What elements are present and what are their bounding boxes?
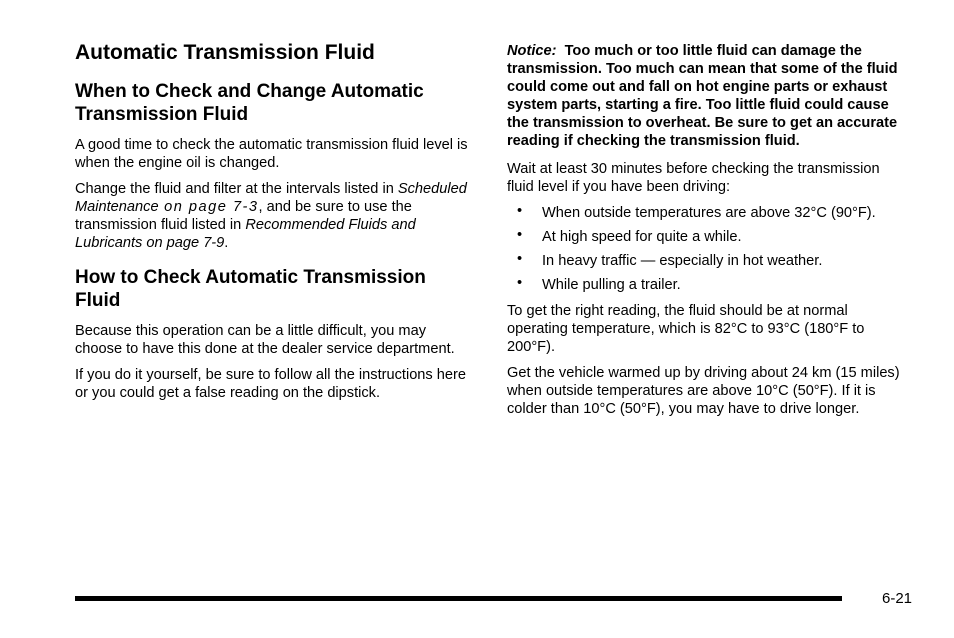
right-column [507,42,907,426]
paragraph-change-fluid [75,180,475,252]
list-item [507,204,907,222]
bullet-icon: • [517,203,523,219]
driving-conditions-list [507,204,907,294]
notice-block [507,42,907,150]
list-item [507,276,907,294]
paragraph-right-reading: To get the right reading, the fluid should be at normal operating temperature, which is 82°C to 93°C (180°F to 200°F). [507,303,865,355]
list-item-text: While pulling a trailer. [542,277,681,293]
paragraph-wait: Wait at least 30 minutes before checking the transmission fluid level if you have been driving: [507,161,880,195]
bullet-icon: • [517,251,523,267]
heading-when-to-check: When to Check and Change Automatic Transmission Fluid [75,81,424,125]
notice-text: Too much or too little fluid can damage the transmission. Too much can mean that some of the fluid could come out and fall on hot engine parts or exhaust system parts, starting a fire. Too little fluid could cause the transmission to overheat. Be sure to get an accurate reading if checking the transmission fluid. [507,43,898,149]
ref-recommended-fluids[interactable]: Recommended Fluids and Lubricants on page 7-9 [75,217,416,251]
list-item-text: When outside temperatures are above 32°C (90°F). [542,205,876,221]
paragraph-warm-up: Get the vehicle warmed up by driving about 24 km (15 miles) when outside temperatures are above 10°C (50°F). If it is colder than 10°C (50°F), you may have to drive longer. [507,365,900,417]
paragraph-good-time: A good time to check the automatic transmission fluid level is when the engine oil is changed. [75,137,468,171]
page-number: 6-21 [882,590,913,607]
bullet-icon: • [517,227,523,243]
paragraph-do-it-yourself: If you do it yourself, be sure to follow all the instructions here or you could get a false reading on the dipstick. [75,367,466,401]
ref-page: on page 7-3 [158,199,259,215]
footer-rule [75,596,842,601]
list-item-text: At high speed for quite a while. [542,229,742,245]
left-column [75,40,475,410]
list-item-text: In heavy traffic — especially in hot weather. [542,253,823,269]
paragraph-difficult: Because this operation can be a little difficult, you may choose to have this done at the dealer service department. [75,323,455,357]
ref-text: Scheduled Maintenance [75,181,467,215]
notice-label: Notice: [507,43,557,59]
bullet-icon: • [517,275,523,291]
text: Change the fluid and filter at the intervals listed in [75,181,398,197]
text: . [224,235,229,251]
list-item [507,228,907,246]
page-title: Automatic Transmission Fluid [75,41,375,64]
text: , and be sure to use the transmission fluid listed in [75,199,412,233]
list-item [507,252,907,270]
heading-how-to-check: How to Check Automatic Transmission Fluid [75,267,426,311]
